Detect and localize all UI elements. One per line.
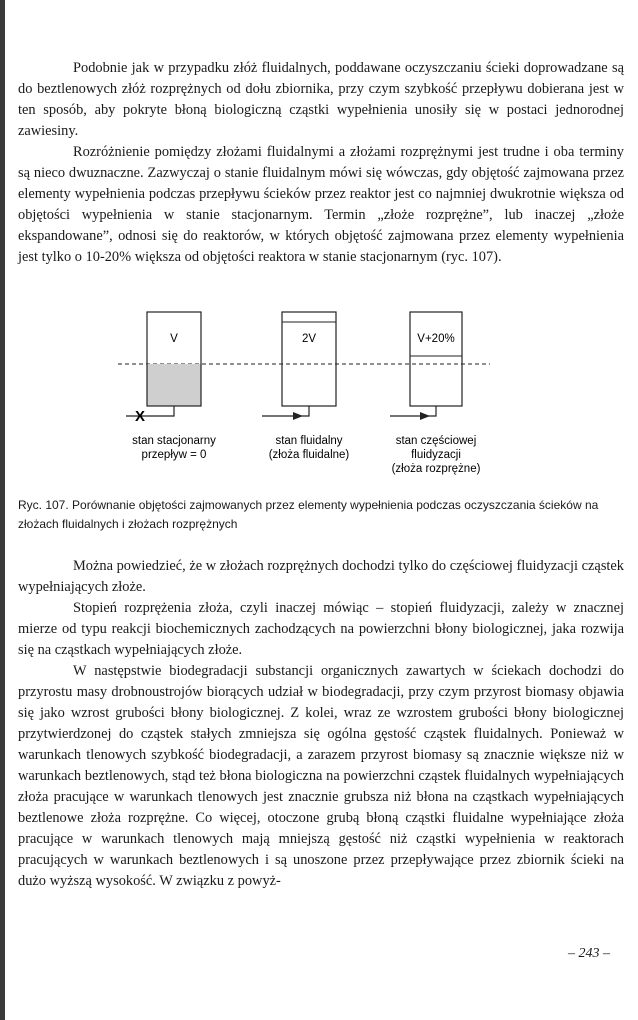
reactor-2-volume-label: 2V [301, 333, 317, 345]
reactor-1-label-line-2: przepływ = 0 [141, 449, 207, 461]
reactor-3-label-line-1: stan częściowej [395, 435, 477, 447]
reactor-3-inlet-pipe [390, 406, 436, 416]
page-number: – 243 – [568, 946, 610, 961]
paragraph-3: Można powiedzieć, że w złożach rozprężnych dochodzi tylko do częściowej fluidyzacji cząstek wypełniających złoże. [18, 558, 624, 595]
paragraph-4: Stopień rozprężenia złoża, czyli inaczej mówiąc – stopień fluidyzacji, zależy w znacznej mierze od typu reakcji biochemicznych zachodzących na powierzchni błony biologicznej, jaka rozwija się na cząstkach wypełniających złoże. [18, 600, 624, 658]
reactor-2-label-line-2: (złoża fluidalne) [268, 449, 350, 461]
reactor-3-label-line-3: (złoża rozprężne) [391, 463, 481, 475]
figure-107 [90, 302, 510, 482]
top-text [18, 58, 624, 268]
reactor-2-inlet-pipe [262, 406, 309, 416]
paragraph-2: Rozróżnienie pomiędzy złożami fluidalnymi a złożami rozprężnymi jest trudne i oba terminy są nieco dwuznaczne. Zazwyczaj o stanie fluidalnym mówi się wówczas, gdy objętość zajmowana przez elementy wypełnienia podczas przepływu ścieków przez reaktor jest co najmniej dwukrotnie większa od objętości wypełnienia w stanie stacjonarnym. Termin „złoże rozprężne”, lub inaczej „złoże ekspandowane”, odnosi się do reaktorów, w których objętość zajmowana przez elementy wypełnienia jest tylko o 10-20% większa od objętości reaktora w stanie stacjonarnym (ryc. 107). [18, 144, 624, 265]
reactor-2-label-line-1: stan fluidalny [275, 435, 343, 447]
paragraph-5: W następstwie biodegradacji substancji organicznych zawartych w ściekach dochodzi do przyrostu masy drobnoustrojów biorących udział w biodegradacji, przy czym przyrost biomasy objawia się jako wzrost grubości błony biologicznej. Z kolei, wraz ze wzrostem grubości błony biologicznej przytwierdzonej do cząstek stałych zmniejsza się ogólna gęstość cząstek fluidalnych. Ponieważ w warunkach tlenowych szybkość biodegradacji, a zarazem przyrost biomasy są znacznie większe niż w warunkach beztlenowych, stąd też błona biologiczna na powierzchni cząstek fluidalnych wypełniających złoża pracujące w warunkach tlenowych jest znacznie grubsza niż błona na cząstkach wypełniających beztlenowe złoża rozprężne. Co więcej, otoczone grubą błoną cząstki fluidalne wypełniające złoża pracujące w warunkach tlenowych mają mniejszą gęstość niż cząstki wypełnienia w reaktorach pracujących w warunkach beztlenowych i są unoszone przez przepływające przez zbiornik ścieki na dużo wyższą wysokość. W związku z powyż- [18, 663, 624, 889]
reactor-1-bed [147, 364, 201, 406]
reactor-diagram [90, 302, 510, 482]
reactor-3-volume-label: V+20% [417, 333, 455, 345]
paragraph-1: Podobnie jak w przypadku złóż fluidalnych, poddawane oczyszczaniu ścieki doprowadzane są do beztlenowych złóż rozprężnych od dołu zbiornika, przy czym szybkość przepływu dobierana jest w ten sposób, aby pokryte błoną biologiczną cząstki wypełnienia unosiły się w postaci jednorodnej zawiesiny. [18, 60, 624, 139]
bottom-text [18, 556, 624, 892]
reactor-1-volume-label: V [170, 333, 178, 345]
inlet-blocked-marker: X [134, 408, 146, 425]
reactor-3-flow-arrow [420, 412, 430, 420]
reactor-1-label-line-1: stan stacjonarny [132, 435, 216, 447]
reactor-2-flow-arrow [293, 412, 303, 420]
reactor-3-box [410, 312, 462, 406]
reactor-1-inlet-pipe [126, 406, 174, 416]
figure-caption: Ryc. 107. Porównanie objętości zajmowanych przez elementy wypełnienia podczas oczyszczania ścieków na złożach fluidalnych i złożach rozprężnych [18, 498, 599, 531]
page-edge-shadow [0, 0, 5, 1020]
reactor-3-label-line-2: fluidyzacji [411, 449, 461, 461]
reactor-2-box [282, 312, 336, 406]
